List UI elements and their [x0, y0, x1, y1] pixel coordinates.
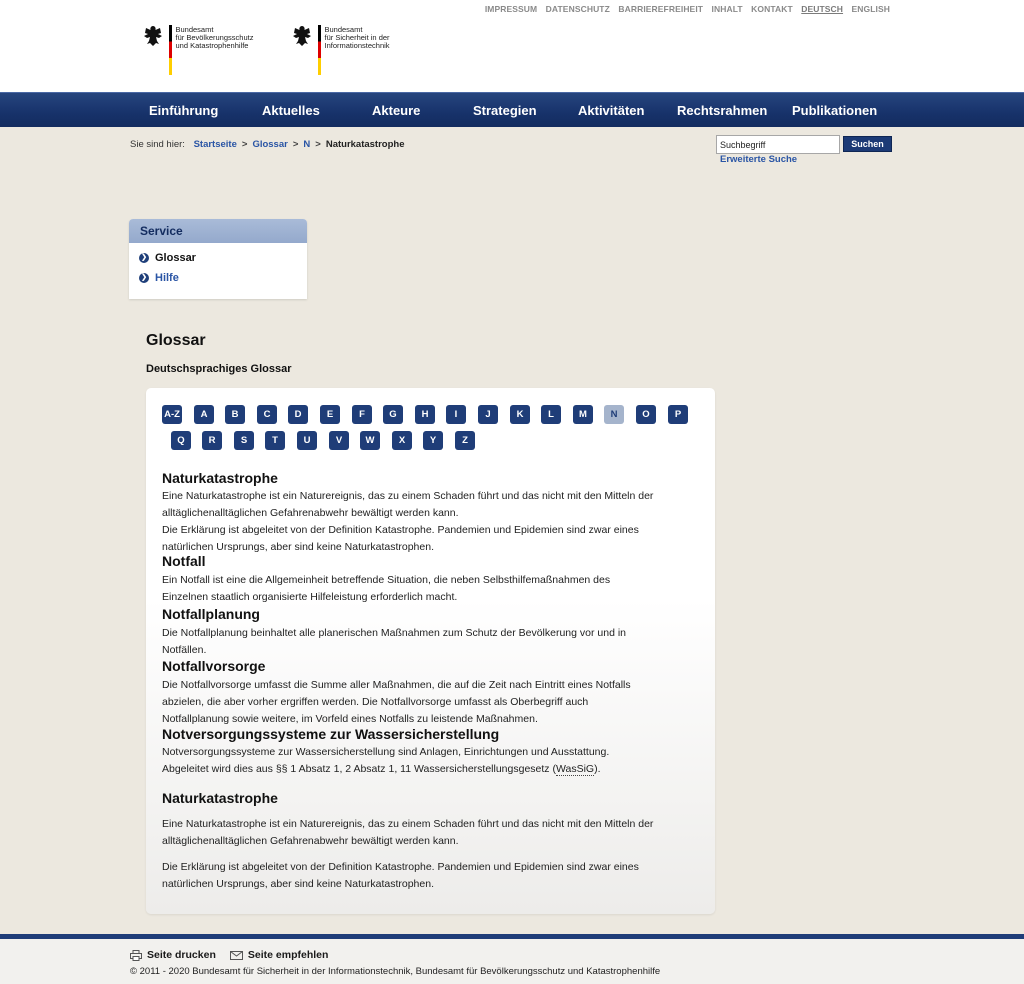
breadcrumb-glossar[interactable]: Glossar — [252, 139, 288, 150]
abbreviation-wassig[interactable]: WasSiG — [555, 763, 595, 775]
letter-button-x[interactable]: X — [392, 431, 412, 450]
meta-link-inhalt[interactable]: INHALT — [711, 4, 743, 14]
letter-button-o[interactable]: O — [636, 405, 656, 424]
nav-strategien[interactable]: Strategien — [473, 103, 537, 118]
service-title: Service — [129, 219, 307, 243]
letter-button-m[interactable]: M — [573, 405, 593, 424]
meta-link-impressum[interactable]: IMPRESSUM — [484, 4, 538, 14]
letter-button-p[interactable]: P — [668, 405, 688, 424]
letter-button-q[interactable]: Q — [171, 431, 191, 450]
service-item-glossar[interactable] — [139, 252, 196, 264]
service-item-label: Hilfe — [155, 272, 179, 284]
main-navigation — [0, 92, 1024, 127]
site-header — [0, 0, 1024, 92]
breadcrumb-startseite[interactable]: Startseite — [193, 139, 237, 150]
chevron-right-icon: > — [315, 139, 321, 150]
breadcrumb-current: Naturkatastrophe — [325, 139, 405, 150]
bsi-logo-text: Bundesamt für Sicherheit in der Informationstechnik — [324, 25, 390, 50]
meta-link-barrierefreiheit[interactable]: BARRIEREFREIHEIT — [618, 4, 704, 14]
letter-button-az[interactable]: A-Z — [162, 405, 182, 424]
breadcrumb-n[interactable]: N — [303, 139, 311, 150]
meta-navigation — [479, 4, 890, 14]
arrow-right-icon: ❯ — [139, 273, 149, 283]
chevron-right-icon: > — [241, 139, 248, 150]
bsi-logo[interactable] — [292, 25, 390, 77]
search-button[interactable]: Suchen — [843, 136, 892, 152]
letter-button-s[interactable]: S — [234, 431, 254, 450]
detail-title: Naturkatastrophe — [162, 790, 278, 806]
print-page-link[interactable]: Seite drucken — [130, 949, 216, 961]
letter-button-y[interactable]: Y — [423, 431, 443, 450]
nav-aktuelles[interactable]: Aktuelles — [262, 103, 320, 118]
detail-paragraph: Eine Naturkatastrophe ist ein Naturereignis, das zu einem Schaden führt und das nicht mit den Mitteln der alltäglichenalltäglichen Gefahrenabwehr bewältigt werden kann. — [162, 818, 654, 847]
entry-title[interactable]: Notfallplanung — [162, 606, 260, 622]
letter-button-v[interactable]: V — [329, 431, 349, 450]
entry-text: Notversorgungssysteme zur Wassersicherstellung sind Anlagen, Einrichtungen und Ausstattung. Abgeleitet wird dies aus §§ 1 Absatz 1, 2 Absatz 1, 11 Wassersicherstellungsgesetz (WasSiG). — [162, 746, 610, 775]
entry-title[interactable]: Notversorgungssysteme zur Wassersicherstellung — [162, 726, 500, 742]
service-item-label: Glossar — [155, 252, 196, 264]
nav-rechtsrahmen[interactable]: Rechtsrahmen — [677, 103, 768, 118]
flag-stripe — [318, 25, 321, 75]
detail-paragraph: Die Erklärung ist abgeleitet von der Definition Katastrophe. Pandemien und Epidemien sind zwar eines natürlichen Ursprungs, aber sind keine Naturkatastrophen. — [162, 861, 639, 890]
entry-text: Die Notfallplanung beinhaltet alle planerischen Maßnahmen zum Schutz der Bevölkerung vor und in Notfällen. — [162, 627, 627, 656]
meta-link-datenschutz[interactable]: DATENSCHUTZ — [545, 4, 610, 14]
entry-text: Eine Naturkatastrophe ist ein Naturereignis, das zu einem Schaden führt und das nicht mit den Mitteln der alltäglichenalltäglichen Gefahrenabwehr bewältigt werden kann. Die Erklärung ist abgeleitet von der Definition Katastrophe. Pandemien und Epidemien sind zwar eines natürlichen Ursprungs, aber sind keine Naturkatastrophen. — [162, 490, 654, 553]
printer-icon — [130, 950, 142, 961]
envelope-icon — [230, 951, 243, 960]
meta-link-kontakt[interactable]: KONTAKT — [751, 4, 793, 14]
arrow-right-icon: ❯ — [139, 253, 149, 263]
letter-button-e[interactable]: E — [320, 405, 340, 424]
breadcrumb-label: Sie sind hier: — [130, 139, 185, 150]
letter-button-r[interactable]: R — [202, 431, 222, 450]
letter-button-u[interactable]: U — [297, 431, 317, 450]
search-input[interactable] — [716, 135, 840, 154]
meta-link-english[interactable]: ENGLISH — [851, 4, 890, 14]
letter-button-z[interactable]: Z — [455, 431, 475, 450]
advanced-search-link[interactable]: Erweiterte Suche — [720, 154, 798, 165]
letter-button-k[interactable]: K — [510, 405, 530, 424]
page-subtitle: Deutschsprachiges Glossar — [146, 363, 292, 375]
letter-button-l[interactable]: L — [541, 405, 561, 424]
bbk-logo[interactable] — [143, 25, 253, 77]
letter-button-j[interactable]: J — [478, 405, 498, 424]
page-title: Glossar — [146, 332, 206, 349]
chevron-right-icon: > — [292, 139, 299, 150]
letter-button-f[interactable]: F — [352, 405, 372, 424]
glossary-content — [146, 388, 715, 914]
letter-button-h[interactable]: H — [415, 405, 435, 424]
letter-button-n[interactable]: N — [604, 405, 624, 424]
letter-button-t[interactable]: T — [265, 431, 285, 450]
nav-publikationen[interactable]: Publikationen — [792, 103, 878, 118]
federal-eagle-icon — [143, 25, 163, 47]
nav-einfuehrung[interactable]: Einführung — [149, 103, 219, 118]
bbk-logo-text: Bundesamt für Bevölkerungsschutz und Katastrophenhilfe — [175, 25, 254, 50]
letter-button-c[interactable]: C — [257, 405, 277, 424]
copyright-text: © 2011 - 2020 Bundesamt für Sicherheit in der Informationstechnik, Bundesamt für Bevölkerungsschutz und Katastrophenhilfe — [130, 966, 661, 977]
entry-text: Die Notfallvorsorge umfasst die Summe aller Maßnahmen, die auf die Zeit nach Eintritt eines Notfalls abzielen, die aber vorher ergriffen werden. Die Notfallvorsorge umfasst als Oberbegriff auch Notfallplanung sowie weitere, im Vorfeld eines Notfalls zu leistende Maßnahmen. — [162, 679, 631, 725]
letter-button-b[interactable]: B — [225, 405, 245, 424]
letter-button-g[interactable]: G — [383, 405, 403, 424]
recommend-page-link[interactable]: Seite empfehlen — [230, 949, 329, 961]
nav-aktivitaeten[interactable]: Aktivitäten — [578, 103, 645, 118]
flag-stripe — [169, 25, 172, 75]
service-item-hilfe[interactable] — [139, 272, 179, 284]
entry-text: Ein Notfall ist eine die Allgemeinheit betreffende Situation, die neben Selbsthilfemaßnahmen des Einzelnen staatlich organisierte Hilfeleistung erforderlich macht. — [162, 574, 611, 603]
site-footer — [0, 939, 1024, 984]
letter-button-w[interactable]: W — [360, 431, 380, 450]
letter-button-i[interactable]: I — [446, 405, 466, 424]
entry-title[interactable]: Notfall — [162, 553, 206, 569]
meta-link-deutsch[interactable]: DEUTSCH — [801, 4, 844, 14]
footer-links — [130, 949, 342, 961]
entry-title[interactable]: Naturkatastrophe — [162, 470, 278, 486]
service-box — [129, 219, 307, 299]
entry-title[interactable]: Notfallvorsorge — [162, 658, 266, 674]
letter-button-a[interactable]: A — [194, 405, 214, 424]
letter-button-d[interactable]: D — [288, 405, 308, 424]
breadcrumb — [130, 139, 405, 150]
nav-akteure[interactable]: Akteure — [372, 103, 421, 118]
federal-eagle-icon — [292, 25, 312, 47]
